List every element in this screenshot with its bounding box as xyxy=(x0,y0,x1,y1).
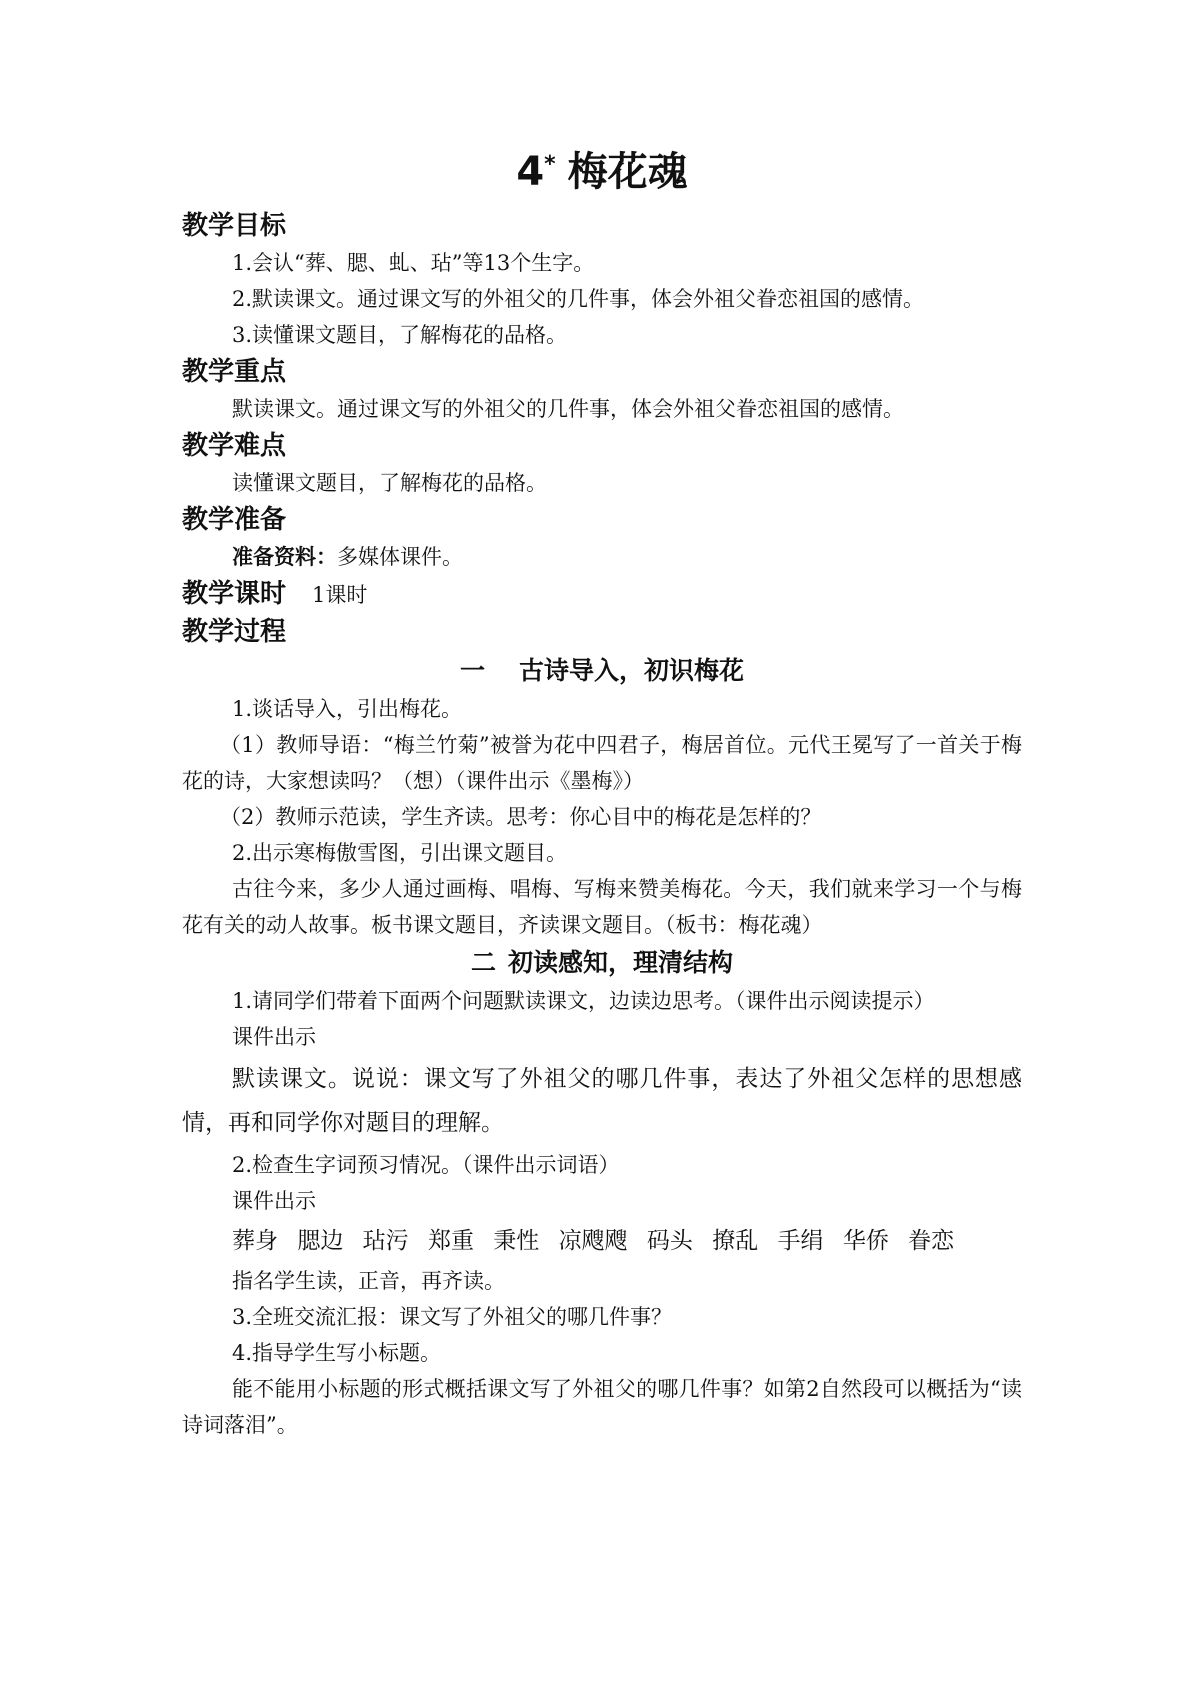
section-2-line-4: 3.全班交流汇报：课文写了外祖父的哪几件事？ xyxy=(232,1305,673,1329)
vocabulary-list xyxy=(182,1219,1022,1263)
vocab-word: 葬身 xyxy=(232,1228,278,1254)
vocab-word: 手绢 xyxy=(777,1228,824,1254)
section-1-line-1: 1.谈话导入，引出梅花。 xyxy=(232,697,463,721)
vocab-word: 玷污 xyxy=(362,1228,409,1254)
hours-heading-label: 教学课时 xyxy=(182,579,287,609)
section-2-line-3: 指名学生读，正音，再齐读。 xyxy=(232,1269,505,1293)
preparation-text: 多媒体课件。 xyxy=(337,545,463,569)
section-1-line-4: 2.出示寒梅傲雪图，引出课文题目。 xyxy=(232,841,568,865)
difficulties-heading: 教学难点 xyxy=(182,431,287,461)
preparation-line xyxy=(182,539,1022,575)
section-2-title: 初读感知，理清结构 xyxy=(508,948,734,977)
document-page xyxy=(182,140,1022,1443)
section-1-number: 一 xyxy=(459,656,485,685)
section-2-line-5: 4.指导学生写小标题。 xyxy=(232,1341,442,1365)
vocab-word: 秉性 xyxy=(493,1228,540,1254)
vocab-word: 眷恋 xyxy=(908,1228,955,1254)
vocab-word: 腮边 xyxy=(297,1228,344,1254)
preparation-heading: 教学准备 xyxy=(182,505,287,535)
section-2-line-6: 能不能用小标题的形式概括课文写了外祖父的哪几件事？如第2自然段可以概括为“读诗词落泪”。 xyxy=(182,1377,1022,1437)
section-2-line-1: 1.请同学们带着下面两个问题默读课文，边读边思考。（课件出示阅读提示） xyxy=(232,989,935,1013)
difficulties-text: 读懂课文题目，了解梅花的品格。 xyxy=(232,471,547,495)
title-number: 4 xyxy=(516,149,545,195)
process-heading: 教学过程 xyxy=(182,617,287,647)
title-text: 梅花魂 xyxy=(567,149,688,195)
section-2-number: 二 xyxy=(470,948,496,977)
key-points-text: 默读课文。通过课文写的外祖父的几件事，体会外祖父眷恋祖国的感情。 xyxy=(232,397,904,421)
hours-heading xyxy=(182,575,1022,613)
goal-item-1: 1.会认“葬、腮、虬、玷”等13个生字。 xyxy=(232,251,595,275)
goal-item-3: 3.读懂课文题目，了解梅花的品格。 xyxy=(232,323,568,347)
vocab-word: 华侨 xyxy=(842,1228,889,1254)
courseware-label-1: 课件出示 xyxy=(232,1025,316,1049)
hours-value: 1课时 xyxy=(312,583,368,607)
goals-heading: 教学目标 xyxy=(182,211,287,241)
section-1-line-2: （1）教师导语：“梅兰竹菊”被誉为花中四君子，梅居首位。元代王冕写了一首关于梅花的诗，大家想读吗？（想）（课件出示《墨梅》） xyxy=(182,733,1022,793)
section-1-heading xyxy=(182,651,1022,691)
section-2-heading xyxy=(182,943,1022,983)
reading-prompt: 默读课文。说说：课文写了外祖父的哪几件事，表达了外祖父怎样的思想感情，再和同学你对题目的理解。 xyxy=(182,1066,1022,1136)
preparation-label: 准备资料： xyxy=(232,545,337,569)
section-1-line-3: （2）教师示范读，学生齐读。思考：你心目中的梅花是怎样的？ xyxy=(220,805,822,829)
courseware-label-2: 课件出示 xyxy=(232,1189,316,1213)
vocab-word: 撩乱 xyxy=(712,1228,759,1254)
vocab-word: 郑重 xyxy=(427,1228,474,1254)
section-2-line-2: 2.检查生字词预习情况。（课件出示词语） xyxy=(232,1153,620,1177)
goal-item-2: 2.默读课文。通过课文写的外祖父的几件事，体会外祖父眷恋祖国的感情。 xyxy=(232,287,925,311)
vocab-word: 码头 xyxy=(646,1228,693,1254)
vocab-word: 凉飕飕 xyxy=(558,1228,628,1254)
section-1-line-5: 古往今来，多少人通过画梅、唱梅、写梅来赞美梅花。今天，我们就来学习一个与梅花有关的动人故事。板书课文题目，齐读课文题目。（板书：梅花魂） xyxy=(182,877,1022,937)
title-star: * xyxy=(544,152,556,177)
key-points-heading: 教学重点 xyxy=(182,357,287,387)
section-1-title: 古诗导入，初识梅花 xyxy=(519,656,745,685)
page-title xyxy=(182,140,1022,197)
